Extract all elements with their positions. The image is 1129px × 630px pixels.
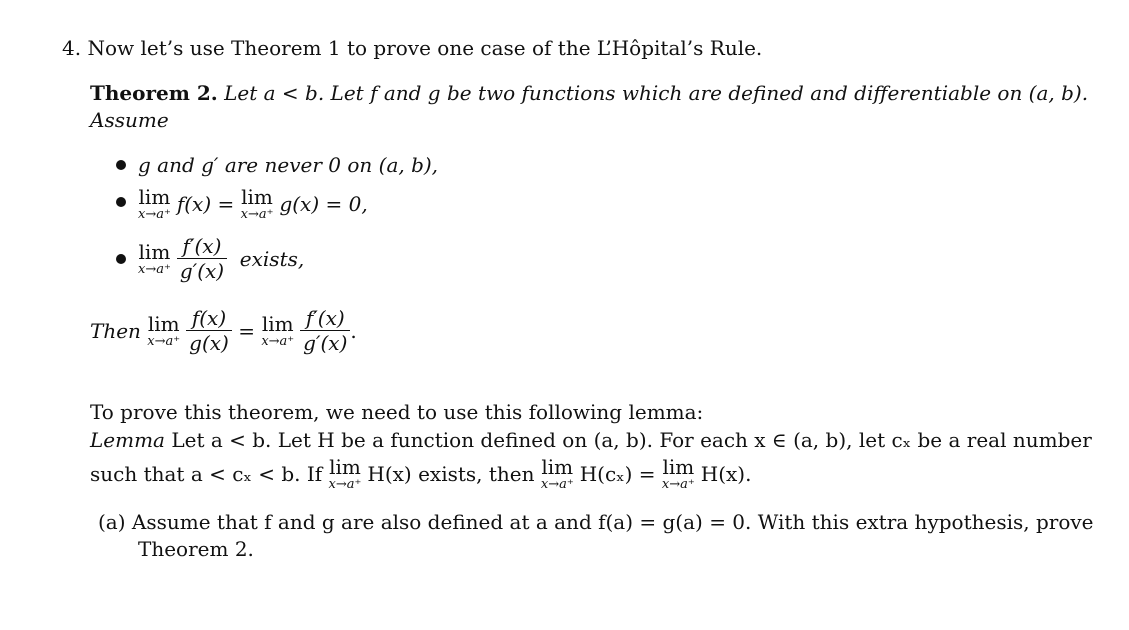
bullet-marker — [116, 254, 126, 264]
bullet-marker — [116, 197, 126, 207]
limit-operator: lim x→a⁺ — [138, 185, 171, 222]
problem-intro: Now let’s use Theorem 1 to prove one case of the L’Hôpital’s Rule. — [87, 36, 763, 60]
limit-operator: lim x→a⁺ — [261, 311, 295, 349]
limit-operator: lim x→a⁺ — [661, 455, 695, 492]
bullet-3-formula: lim x→a⁺ $\frac{f'(x)}{g'(x)}$ exists, — [138, 234, 305, 283]
part-a-line-1: (a) Assume that f and g are also defined at a and f(a) = g(a) = 0. With this extra hypothesis, prove — [98, 510, 1094, 534]
problem-number: 4. — [62, 36, 82, 60]
fraction: $\frac{f'(x)}{g'(x)}$ — [300, 306, 350, 355]
lemma-line-1: Lemma Let a < b. Let H be a function defined on (a, b). For each x ∈ (a, b), let cₓ be a real number — [90, 428, 1092, 452]
limit-operator: lim x→a⁺ — [328, 455, 362, 492]
bullet-1-text: g and g′ are never 0 on (a, b), — [138, 153, 439, 177]
lemma-intro: To prove this theorem, we need to use this following lemma: — [90, 400, 704, 424]
lemma-line-2: such that a < cₓ < b. If lim x→a⁺ H(x) exists, then lim x→a⁺ H(cₓ) = lim x→a⁺ H(x). — [90, 455, 752, 492]
theorem-line-1 — [90, 81, 1088, 105]
bullet-marker — [116, 160, 126, 170]
limit-operator: lim x→a⁺ — [138, 239, 171, 277]
part-a-label: (a) — [98, 510, 126, 534]
fraction: $\frac{f'(x)}{g'(x)}$ — [177, 234, 227, 283]
theorem-text-1: Let a < b. Let f and g be two functions which are defined and differentiable on (a, b). — [224, 81, 1089, 105]
bullet-2-formula: lim x→a⁺ f(x) = lim x→a⁺ g(x) = 0, — [138, 185, 368, 222]
lemma-label: Lemma — [90, 428, 165, 452]
limit-operator: lim x→a⁺ — [147, 311, 181, 349]
theorem-conclusion: Then lim x→a⁺ $\frac{f(x)}{g(x)}$ = lim x→a⁺ $\frac{f'(x)}{g'(x)}$ . — [90, 306, 357, 355]
problem-statement — [62, 36, 762, 60]
theorem-line-2: Assume — [90, 108, 169, 132]
theorem-label: Theorem 2. — [90, 81, 218, 105]
limit-operator: lim x→a⁺ — [240, 185, 274, 222]
part-a-line-2: Theorem 2. — [138, 537, 254, 561]
limit-operator: lim x→a⁺ — [540, 455, 574, 492]
fraction: $\frac{f(x)}{g(x)}$ — [186, 306, 232, 355]
